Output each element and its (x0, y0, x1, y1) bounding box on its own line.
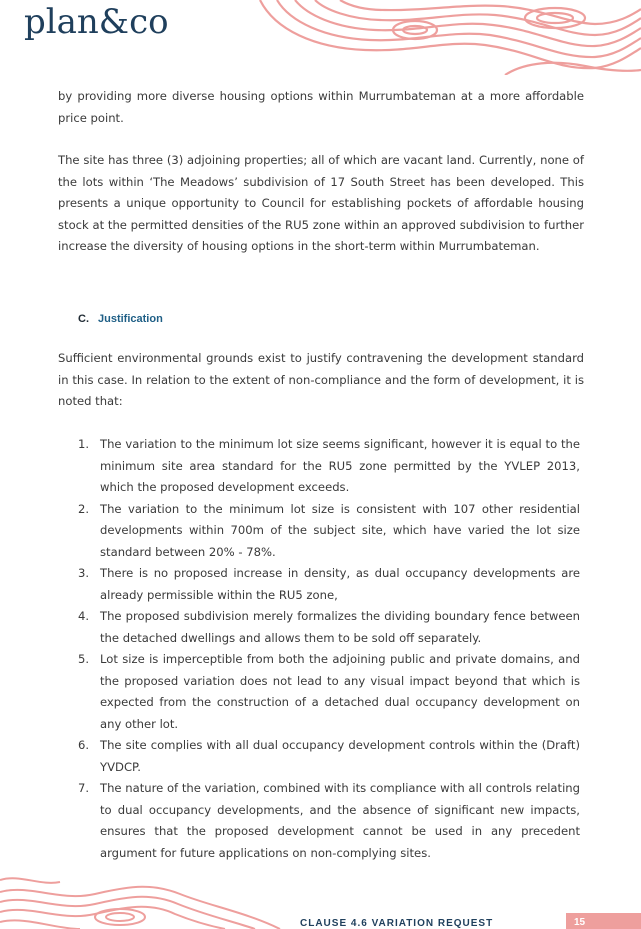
list-item (78, 563, 580, 606)
list-item-number: 3. (78, 566, 90, 580)
list-item-number: 7. (78, 781, 90, 795)
paragraph-1: by providing more diverse housing options within Murrumbateman at a more affordable price point. (58, 89, 584, 125)
list-item-text: The nature of the variation, combined with its compliance with all controls relating to dual occupancy developments, and the absence of significant new impacts, ensures that the proposed development cannot be used in any precedent argument for future applications on non-complying sites. (100, 781, 580, 860)
company-logo: plan&co (24, 2, 169, 42)
list-item-text: The variation to the minimum lot size seems significant, however it is equal to the minimum site area standard for the RU5 zone permitted by the YVLEP 2013, which the proposed development exceeds. (100, 437, 580, 494)
list-item (78, 434, 580, 499)
section-letter: C. (78, 313, 89, 325)
list-item (78, 606, 580, 649)
page-number-box (566, 913, 641, 929)
page-number: 15 (574, 917, 586, 928)
list-item-text: The variation to the minimum lot size is consistent with 107 other residential developments within 700m of the subject site, which have varied the lot size standard between 20% - 78%. (100, 501, 580, 559)
footer-document-title: CLAUSE 4.6 VARIATION REQUEST (300, 918, 494, 929)
paragraph-2: The site has three (3) adjoining properties; all of which are vacant land. Currently, none of the lots within ‘The Meadows’ subdivision of 17 South Street has been developed. This presents a unique opportunity to Council for establishing pockets of affordable housing stock at the permitted densities of the RU5 zone within an approved subdivision to further increase the diversity of housing options in the short-term within Murrumbateman. (58, 153, 584, 253)
list-item-number: 4. (78, 609, 90, 623)
list-item-text: The site complies with all dual occupancy development controls within the (Draft) YVDCP. (100, 738, 580, 774)
section-heading (78, 313, 163, 325)
list-item (78, 649, 580, 735)
list-item-text: Lot size is imperceptible from both the adjoining public and private domains, and the proposed variation does not lead to any visual impact beyond that which is expected from the construction of a detached dual occupancy development on any other lot. (100, 652, 580, 731)
section-title: Justification (98, 313, 163, 325)
list-item-number: 6. (78, 738, 90, 752)
list-item (78, 499, 580, 564)
topographic-footer-decoration (0, 872, 300, 929)
list-item-text: There is no proposed increase in density, as dual occupancy developments are already permissible within the RU5 zone, (100, 566, 580, 602)
topographic-header-decoration (255, 0, 641, 75)
list-item-number: 2. (78, 501, 90, 516)
list-item (78, 735, 580, 778)
justification-list (78, 434, 580, 864)
list-item-number: 1. (78, 437, 90, 451)
list-item-number: 5. (78, 652, 90, 666)
list-item (78, 778, 580, 864)
list-item-text: The proposed subdivision merely formalizes the dividing boundary fence between the detached dwellings and allows them to be sold off separately. (100, 609, 580, 645)
paragraph-3: Sufficient environmental grounds exist to justify contravening the development standard in this case. In relation to the extent of non-compliance and the form of development, it is noted that: (58, 351, 584, 408)
